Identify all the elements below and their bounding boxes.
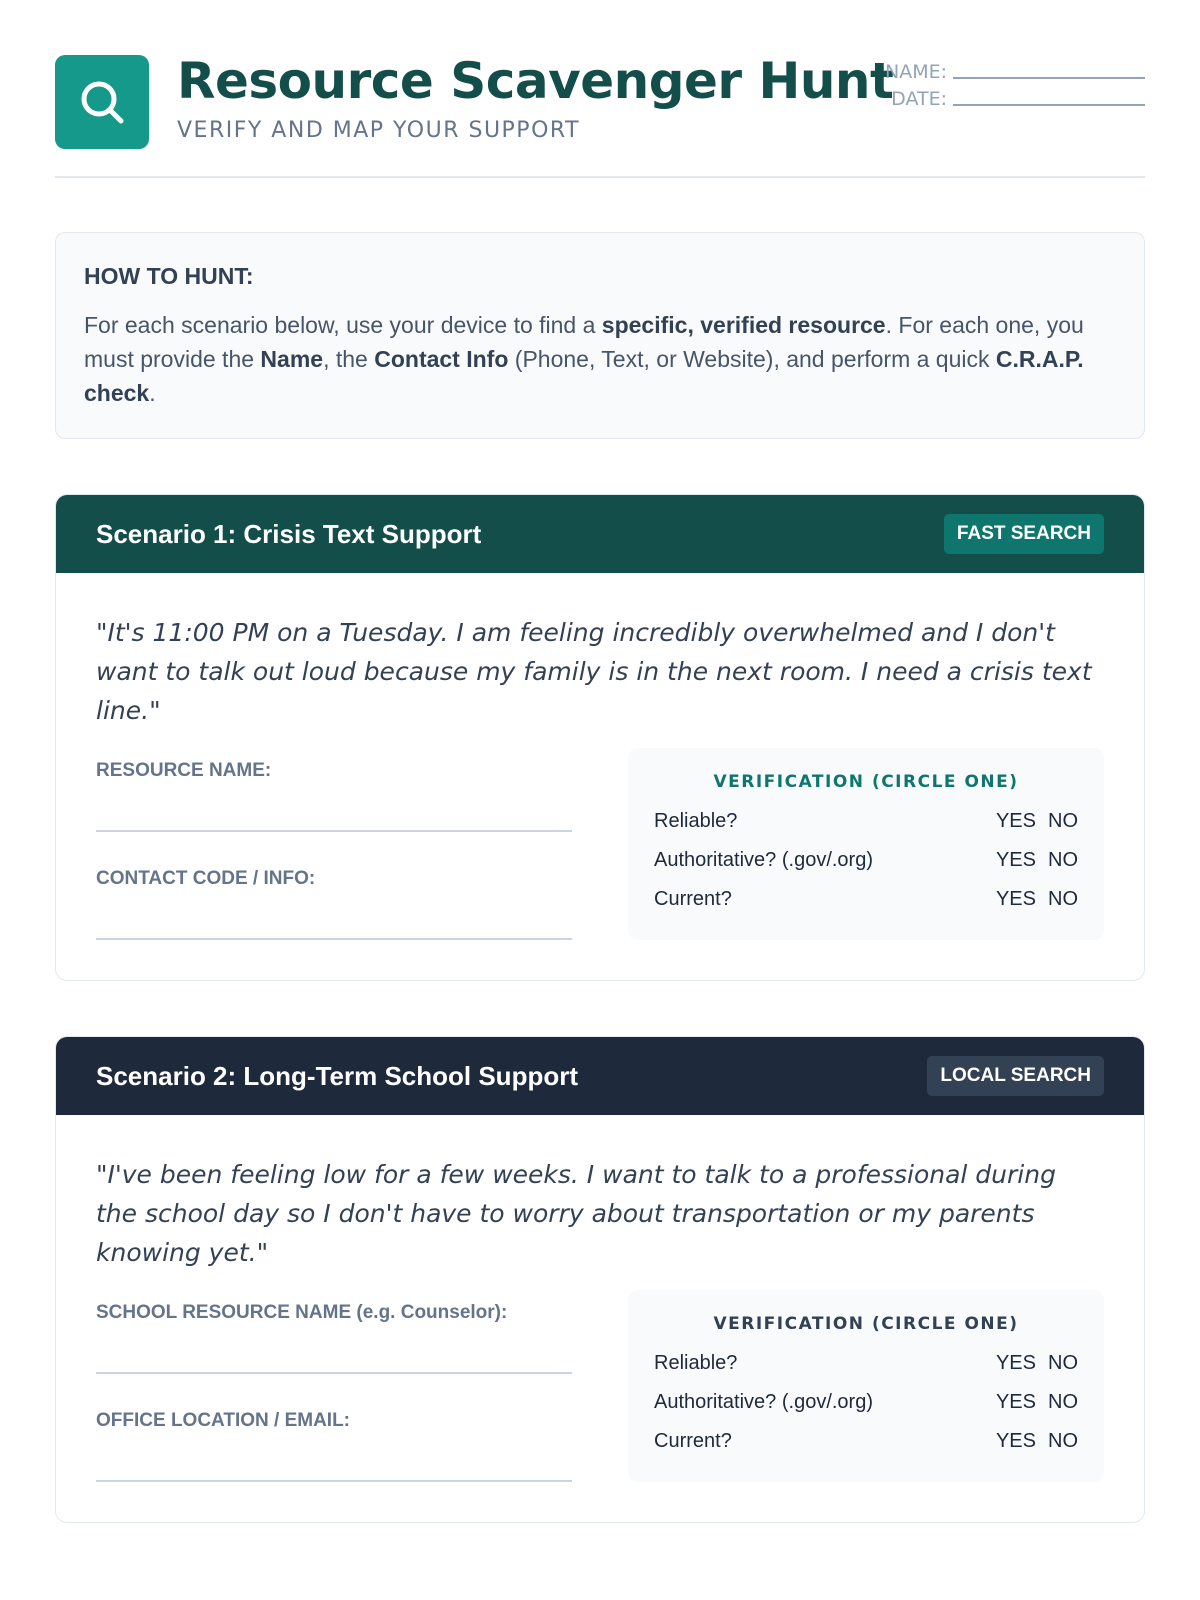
name-line[interactable] [953, 61, 1145, 79]
no-option[interactable]: NO [1048, 1391, 1078, 1413]
yes-option[interactable]: YES [995, 888, 1036, 910]
date-line[interactable] [953, 88, 1145, 106]
contact-info-field[interactable] [96, 890, 572, 940]
scenario-card-2 [55, 1036, 1145, 1523]
school-resource-field[interactable] [96, 1324, 572, 1374]
verification-question: Current? [654, 1430, 732, 1452]
scenario-quote: "It's 11:00 PM on a Tuesday. I am feeling incredibly overwhelmed and I don't want to talk out loud because my family is in the next room. I need a crisis text line." [96, 618, 1092, 725]
school-resource-label: SCHOOL RESOURCE NAME (e.g. Counselor): [96, 1302, 508, 1323]
office-location-field[interactable] [96, 1432, 572, 1482]
verification-row [654, 841, 1078, 880]
name-date-block [875, 56, 1145, 110]
instructions-bold-part: Name [260, 346, 324, 372]
resource-name-label: RESOURCE NAME: [96, 760, 272, 781]
verification-title: VERIFICATION (CIRCLE ONE) [713, 772, 1019, 792]
resource-name-field[interactable] [96, 782, 572, 832]
scenario-title: Scenario 2: Long-Term School Support [96, 1060, 578, 1091]
instructions-bold-part: C.R.A.P. check [84, 346, 1084, 406]
verification-row [654, 1344, 1078, 1383]
instructions-text-part: , the [323, 346, 375, 372]
page-subtitle: VERIFY AND MAP YOUR SUPPORT [177, 118, 581, 143]
no-option[interactable]: NO [1048, 849, 1078, 871]
scenario-header [56, 1037, 1144, 1115]
verification-question: Reliable? [654, 1352, 738, 1374]
verification-question: Reliable? [654, 810, 738, 832]
page-header [55, 0, 1145, 178]
yes-option[interactable]: YES [995, 1430, 1036, 1452]
office-location-label: OFFICE LOCATION / EMAIL: [96, 1410, 351, 1431]
no-option[interactable]: NO [1048, 888, 1078, 910]
yes-option[interactable]: YES [995, 849, 1036, 871]
scenario-badge: FAST SEARCH [944, 514, 1104, 554]
verification-row [654, 880, 1078, 919]
verification-box [628, 748, 1104, 940]
answer-fields [96, 1302, 572, 1482]
scenario-badge: LOCAL SEARCH [927, 1056, 1104, 1096]
yes-option[interactable]: YES [995, 810, 1036, 832]
scenario-title: Scenario 1: Crisis Text Support [96, 518, 482, 549]
instructions-box [55, 232, 1145, 439]
instructions-bold-part: Contact Info [374, 346, 509, 372]
verification-question: Authoritative? (.gov/.org) [654, 849, 873, 871]
instructions-text-part: . [149, 380, 156, 406]
no-option[interactable]: NO [1048, 1352, 1078, 1374]
instructions-text-part: For each scenario below, use your device to find a [84, 312, 602, 338]
verification-title: VERIFICATION (CIRCLE ONE) [713, 1314, 1019, 1334]
verification-row [654, 1383, 1078, 1422]
scenario-body [56, 1115, 1144, 1522]
instructions-text-part: (Phone, Text, or Website), and perform a quick [508, 346, 996, 372]
name-label: NAME: [884, 61, 947, 83]
page-title: Resource Scavenger Hunt [177, 52, 894, 110]
instructions-bold-part: specific, verified resource [601, 312, 886, 338]
contact-info-label: CONTACT CODE / INFO: [96, 868, 316, 889]
no-option[interactable]: NO [1048, 810, 1078, 832]
yes-option[interactable]: YES [995, 1352, 1036, 1374]
instructions-title: HOW TO HUNT: [84, 263, 254, 289]
answer-fields [96, 760, 572, 940]
search-icon [78, 78, 126, 126]
verification-row [654, 1422, 1078, 1461]
instructions-text-part: . For each one, you must provide the [84, 312, 1084, 372]
verification-row [654, 802, 1078, 841]
no-option[interactable]: NO [1048, 1430, 1078, 1452]
verification-question: Current? [654, 888, 732, 910]
verification-question: Authoritative? (.gov/.org) [654, 1391, 873, 1413]
verification-box [628, 1290, 1104, 1482]
date-label: DATE: [891, 88, 947, 110]
scenario-header [56, 495, 1144, 573]
logo [55, 55, 149, 149]
scenario-card-1 [55, 494, 1145, 981]
scenario-body [56, 573, 1144, 980]
yes-option[interactable]: YES [995, 1391, 1036, 1413]
instructions-text [84, 308, 1116, 410]
scenario-quote: "I've been feeling low for a few weeks. I want to talk to a professional during the school day so I don't have to worry about transportation or my parents knowing yet." [96, 1160, 1056, 1267]
